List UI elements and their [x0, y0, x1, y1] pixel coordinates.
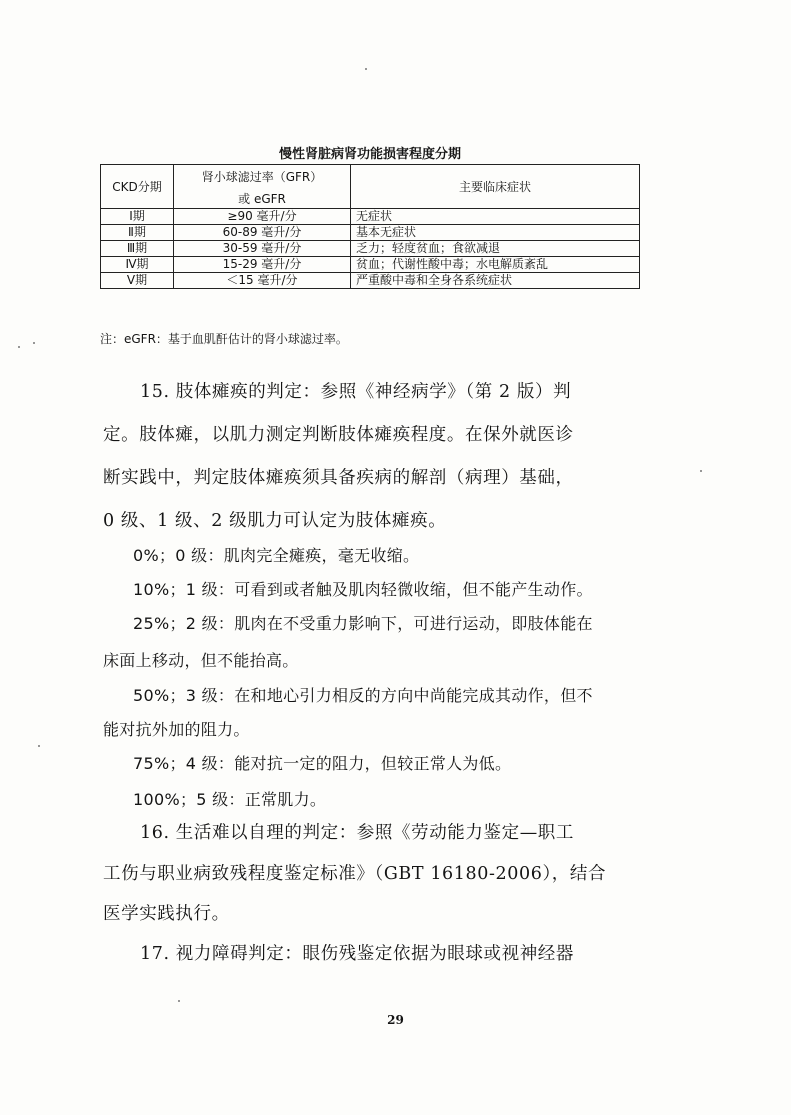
- symptoms-cell: 严重酸中毒和全身各系统症状: [351, 273, 640, 289]
- grade-5: 100%；5 级：正常肌力。: [133, 790, 327, 809]
- header-gfr-line2: 或 eGFR: [174, 188, 351, 209]
- scan-speck: [18, 346, 20, 348]
- table-row: [101, 257, 640, 273]
- gfr-cell: ≥90 毫升/分: [174, 209, 351, 225]
- header-gfr-line1: 肾小球滤过率（GFR）: [174, 165, 351, 189]
- gfr-cell: 30-59 毫升/分: [174, 241, 351, 257]
- grade-3-line-2: 能对抗外加的阻力。: [103, 720, 250, 739]
- table-title: 慢性肾脏病肾功能损害程度分期: [278, 147, 461, 162]
- header-symptoms: 主要临床症状: [351, 165, 640, 209]
- section-15-line-3: 断实践中，判定肢体瘫痪须具备疾病的解剖（病理）基础，: [103, 468, 574, 488]
- grade-0: 0%；0 级：肌肉完全瘫痪，毫无收缩。: [133, 546, 420, 565]
- scan-speck: [700, 470, 702, 472]
- grade-4: 75%；4 级：能对抗一定的阻力，但较正常人为低。: [133, 754, 512, 773]
- ckd-stage-table: [100, 164, 640, 289]
- grade-1: 10%；1 级：可看到或者触及肌肉轻微收缩，但不能产生动作。: [133, 580, 593, 599]
- table-row: [101, 241, 640, 257]
- section-17-line-1: 17. 视力障碍判定：眼伤残鉴定依据为眼球或视神经器: [140, 944, 574, 964]
- grade-2-line-1: 25%；2 级：肌肉在不受重力影响下，可进行运动，即肢体能在: [133, 614, 593, 633]
- section-15-line-1: 15. 肢体瘫痪的判定：参照《神经病学》（第 2 版）判: [140, 382, 572, 402]
- stage-cell: Ⅱ期: [101, 225, 174, 241]
- stage-cell: Ⅳ期: [101, 257, 174, 273]
- section-15-line-4: 0 级、1 级、2 级肌力可认定为肢体瘫痪。: [103, 511, 447, 531]
- gfr-cell: ＜15 毫升/分: [174, 273, 351, 289]
- table-note: 注：eGFR：基于血肌酐估计的肾小球滤过率。: [100, 332, 348, 346]
- section-15-line-2: 定。肢体瘫，以肌力测定判断肢体瘫痪程度。在保外就医诊: [103, 425, 574, 445]
- table-row: [101, 209, 640, 225]
- grade-2-line-2: 床面上移动，但不能抬高。: [103, 651, 299, 670]
- symptoms-cell: 贫血；代谢性酸中毒；水电解质紊乱: [351, 257, 640, 273]
- symptoms-cell: 无症状: [351, 209, 640, 225]
- scan-speck: [33, 342, 35, 344]
- table-row: [101, 273, 640, 289]
- table-row: [101, 225, 640, 241]
- scan-speck: [178, 1000, 180, 1002]
- page-number: 29: [387, 1013, 404, 1027]
- stage-cell: Ⅲ期: [101, 241, 174, 257]
- symptoms-cell: 基本无症状: [351, 225, 640, 241]
- gfr-cell: 15-29 毫升/分: [174, 257, 351, 273]
- section-16-line-2: 工伤与职业病致残程度鉴定标准》（GBT 16180-2006），结合: [103, 864, 607, 884]
- section-16-line-1: 16. 生活难以自理的判定：参照《劳动能力鉴定—职工: [140, 823, 574, 843]
- header-ckd-stage: CKD分期: [101, 165, 174, 209]
- section-16-line-3: 医学实践执行。: [103, 904, 230, 924]
- grade-3-line-1: 50%；3 级：在和地心引力相反的方向中尚能完成其动作，但不: [133, 686, 593, 705]
- scan-speck: [365, 68, 367, 70]
- stage-cell: Ⅰ期: [101, 209, 174, 225]
- stage-cell: Ⅴ期: [101, 273, 174, 289]
- symptoms-cell: 乏力；轻度贫血；食欲减退: [351, 241, 640, 257]
- gfr-cell: 60-89 毫升/分: [174, 225, 351, 241]
- scan-speck: [38, 745, 40, 747]
